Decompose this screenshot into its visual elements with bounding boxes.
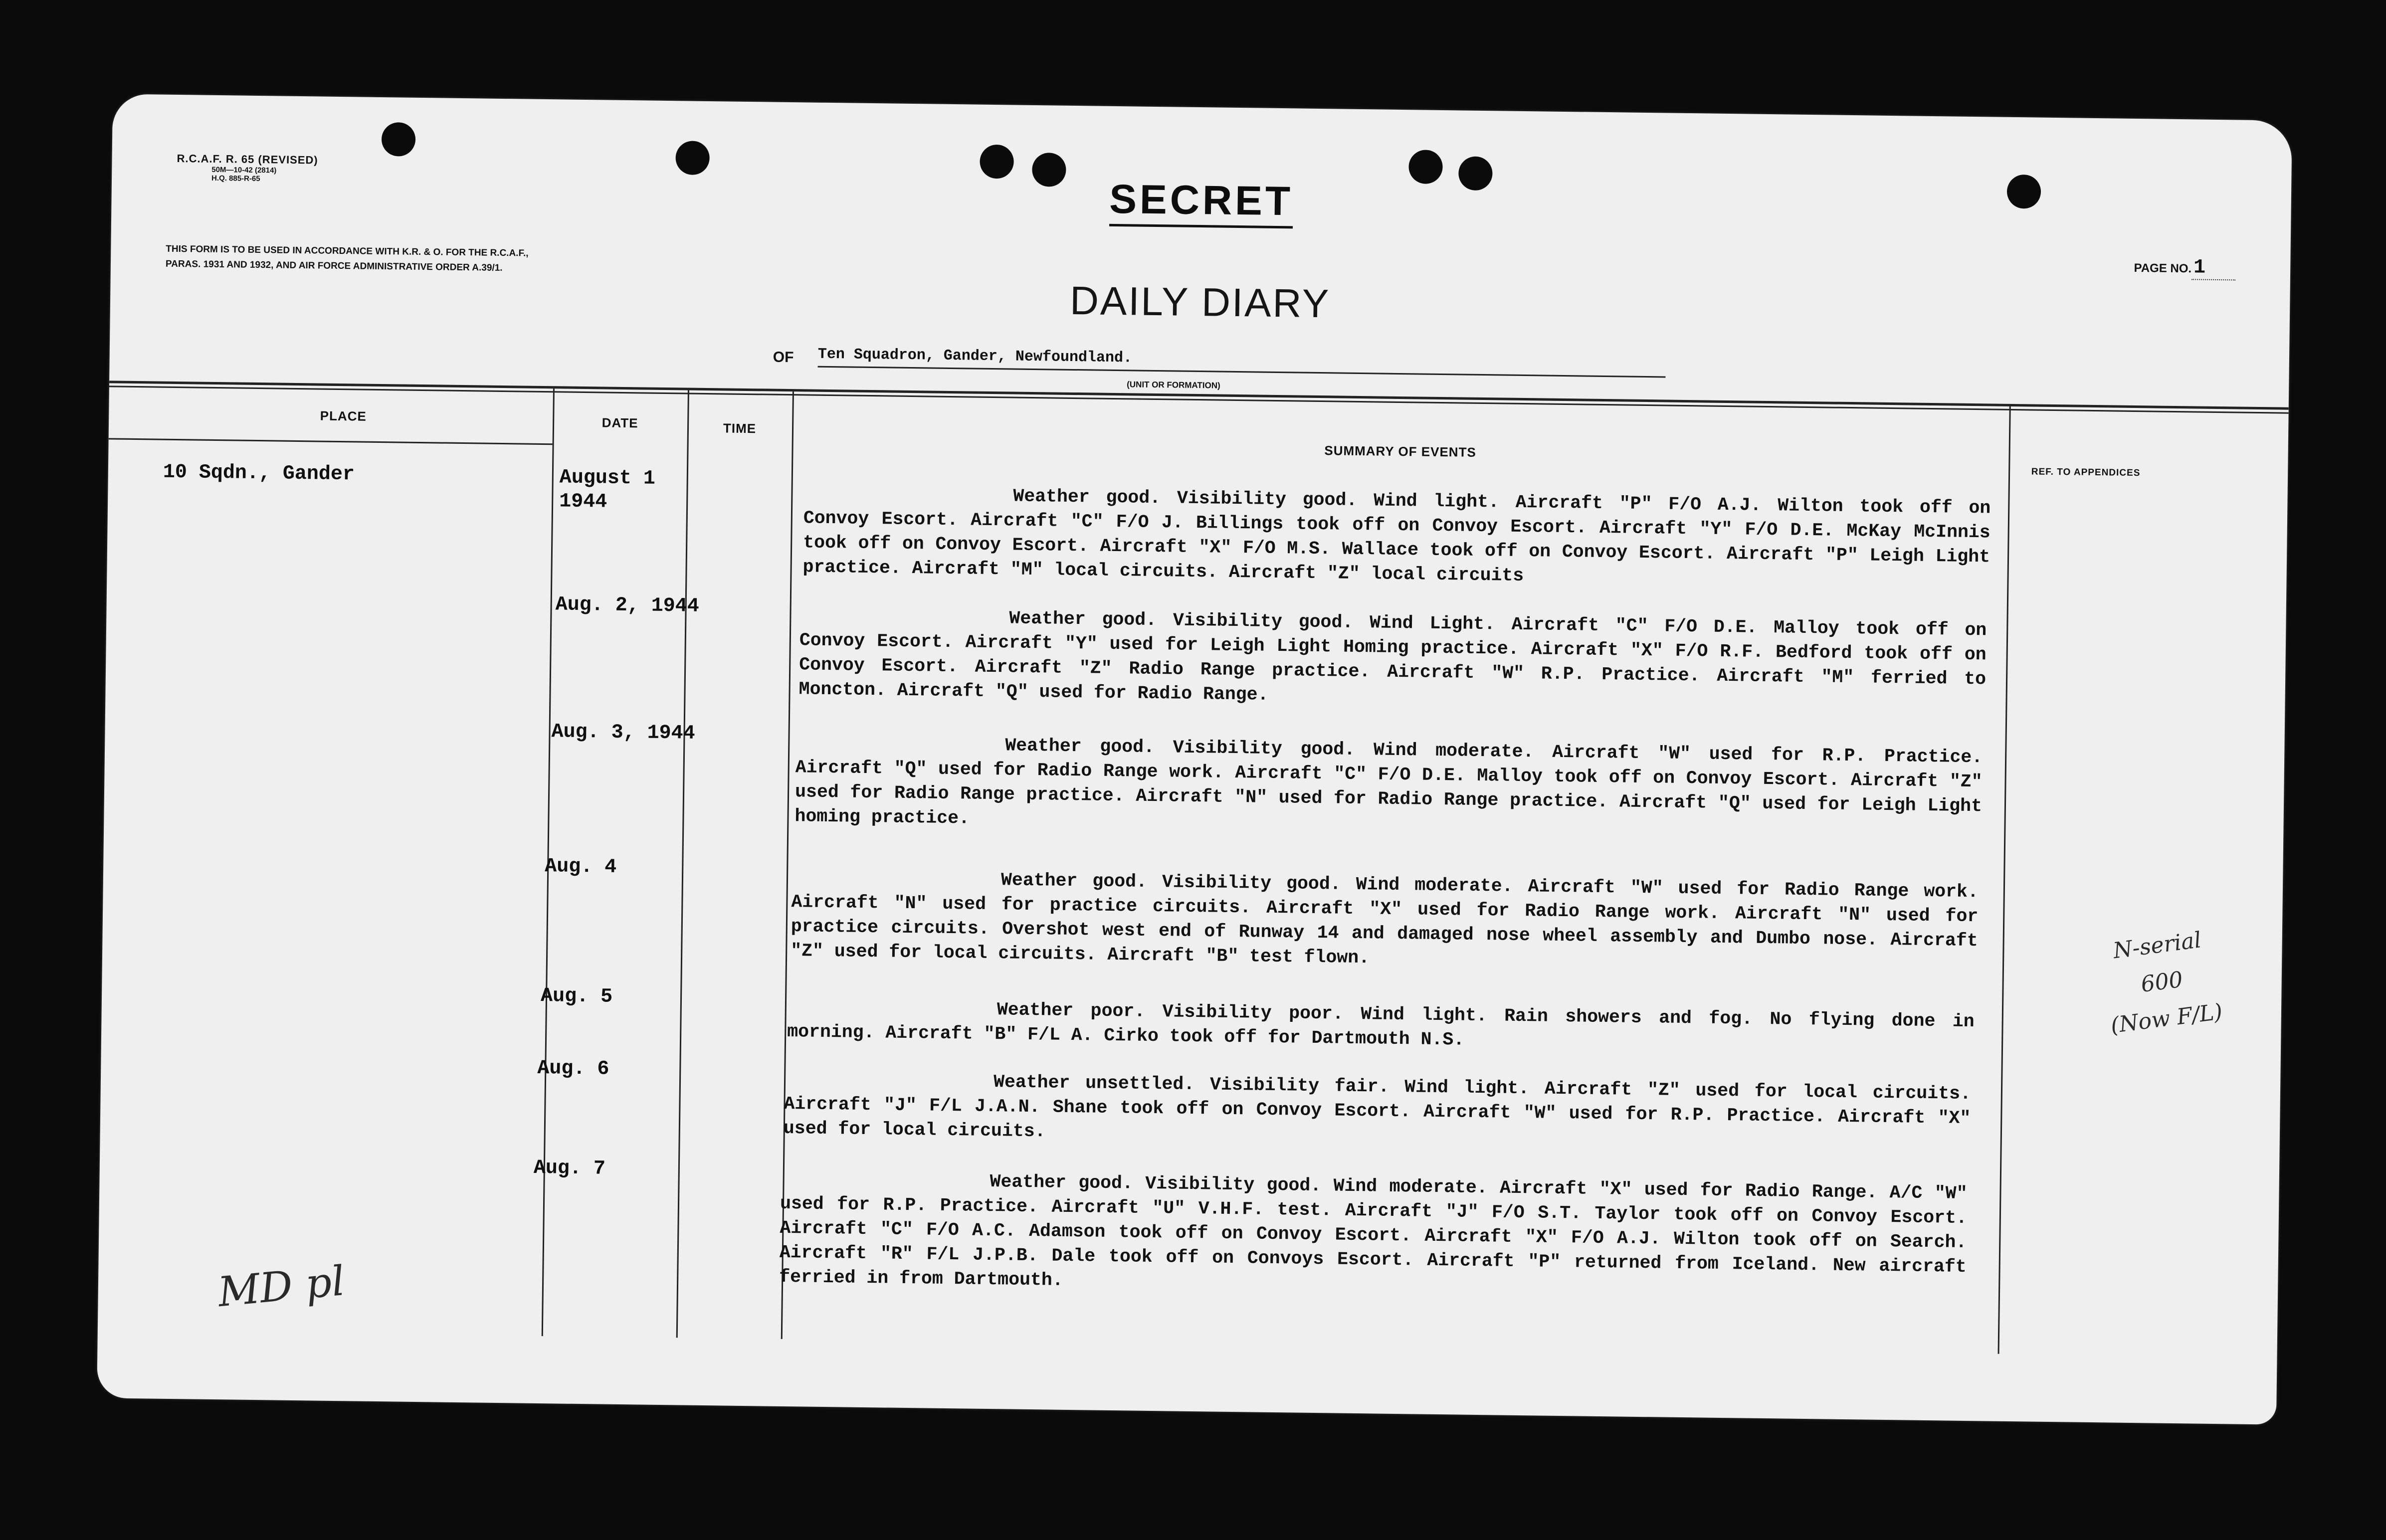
entry-date: Aug. 6 (537, 1057, 609, 1081)
entry-summary: Weather good. Visibility good. Wind moderate. Aircraft "W" used for R.P. Practice. Aircraft "Q" used for Radio Range work. Aircraft "C" F/O D.E. Malloy took off on Convoy Escort. Aircraft "Z" used for Radio Range practice. Aircraft "N" used for Radio Range practice. Aircraft "Q" used for Leigh Light homing practice. (795, 735, 1983, 829)
page-number (2134, 256, 2235, 279)
of-label: OF (773, 349, 794, 366)
unit-caption: (UNIT OR FORMATION) (1127, 380, 1220, 390)
punch-hole (382, 122, 416, 157)
column-divider (676, 390, 689, 1338)
page-number-value: 1 (2191, 256, 2236, 280)
header-bottom-rule (109, 438, 553, 445)
classification-label: SECRET (1109, 177, 1294, 228)
place-value: 10 Sqdn., Gander (163, 461, 355, 486)
entry-date: Aug. 5 (540, 985, 613, 1008)
punch-hole (675, 141, 710, 175)
form-print-code: 50M—10-42 (2814) (211, 165, 277, 175)
page-label: PAGE NO. (2134, 261, 2192, 276)
entry-date: Aug. 4 (545, 855, 617, 879)
column-header-date: DATE (601, 415, 638, 431)
classification-heading (111, 164, 2291, 237)
form-number: R.C.A.F. R. 65 (REVISED) (177, 152, 318, 167)
entry-date: Aug. 3, 1944 (551, 721, 695, 745)
column-header-time: TIME (723, 420, 757, 436)
diary-form-card (97, 94, 2292, 1424)
entry-date: Aug. 2, 1944 (555, 593, 699, 618)
entry-date: August 1 1944 (559, 466, 656, 514)
form-instructions: THIS FORM IS TO BE USED IN ACCORDANCE WITH K.R. & O. FOR THE R.C.A.F., PARAS. 1931 AND 1932, AND AIR FORCE ADMINISTRATIVE ORDER A.39/1. (165, 243, 529, 273)
entry-summary: Weather unsettled. Visibility fair. Wind light. Aircraft "Z" used for local circuits. Aircraft "J" F/L J.A.N. Shane took off on Convoy Escort. Aircraft "W" used for R.P. Practice. Aircraft "X" used for local circuits. (783, 1072, 1972, 1142)
entry-summary: Weather good. Visibility good. Wind light. Aircraft "P" F/O A.J. Wilton took off on Convoy Escort. Aircraft "C" F/O J. Billings took off on Convoy Escort. Aircraft "Y" F/O D.E. McKay McInnis took off on Convoy Escort. Aircraft "X" F/O M.S. Wallace took off on Convoy Escort. Aircraft "P" Leigh Light practice. Aircraft "M" local circuits. Aircraft "Z" local circuits (802, 486, 1991, 586)
handwritten-appendix-note: N-serial 600 (Now F/L) (2109, 927, 2224, 1039)
entry-summary: Weather good. Visibility good. Wind moderate. Aircraft "W" used for Radio Range work. Aircraft "N" used for practice circuits. Aircraft "X" used for Radio Range work. Aircraft "N" used for practice circuits. Overshot west end of Runway 14 and damaged nose wheel assembly and Dumbo nose. Aircraft "Z" used for local circuits. Aircraft "B" test flown. (790, 870, 1979, 968)
column-header-appendices: REF. TO APPENDICES (2031, 466, 2141, 479)
entry-date: Aug. 7 (533, 1156, 606, 1180)
column-header-place: PLACE (320, 408, 367, 424)
handwritten-initials: MD pl (216, 1257, 347, 1317)
page-title: DAILY DIARY (1069, 278, 1331, 326)
form-hq-code: H.Q. 885-R-65 (211, 174, 260, 184)
column-header-summary: SUMMARY OF EVENTS (1324, 443, 1476, 460)
punch-hole (980, 145, 1014, 179)
unit-field: Ten Squadron, Gander, Newfoundland. (818, 346, 1666, 378)
entry-summary: Weather good. Visibility good. Wind Light. Aircraft "C" F/O D.E. Malloy took off on Convoy Escort. Aircraft "Y" used for Leigh Light Homing practice. Aircraft "X" F/O R.F. Bedford took off on Convoy Escort. Aircraft "Z" Radio Range practice. Aircraft "W" R.P. Practice. Aircraft "M" ferried to Moncton. Aircraft "Q" used for Radio Range. (798, 608, 1987, 705)
punch-hole (1408, 150, 1443, 184)
entry-summary: Weather poor. Visibility poor. Wind light. Rain showers and fog. No flying done in morning. Aircraft "B" F/L A. Cirko took off for Dartmouth N.S. (787, 999, 1975, 1050)
column-divider (1998, 406, 2011, 1354)
entry-summary: Weather good. Visibility good. Wind moderate. Aircraft "X" used for Radio Range. A/C "W" used for R.P. Practice. Aircraft "U" V.H.F. test. Aircraft "J" F/O S.T. Taylor took off on Convoy Escort. Aircraft "C" F/O A.C. Adamson took off on Convoy Escort. Aircraft "X" F/O A.J. Wilton took off on Search. Aircraft "R" F/L J.P.B. Dale took off on Convoys Escort. Aircraft "P" returned from Iceland. New aircraft ferried in from Dartmouth. (779, 1171, 1968, 1291)
